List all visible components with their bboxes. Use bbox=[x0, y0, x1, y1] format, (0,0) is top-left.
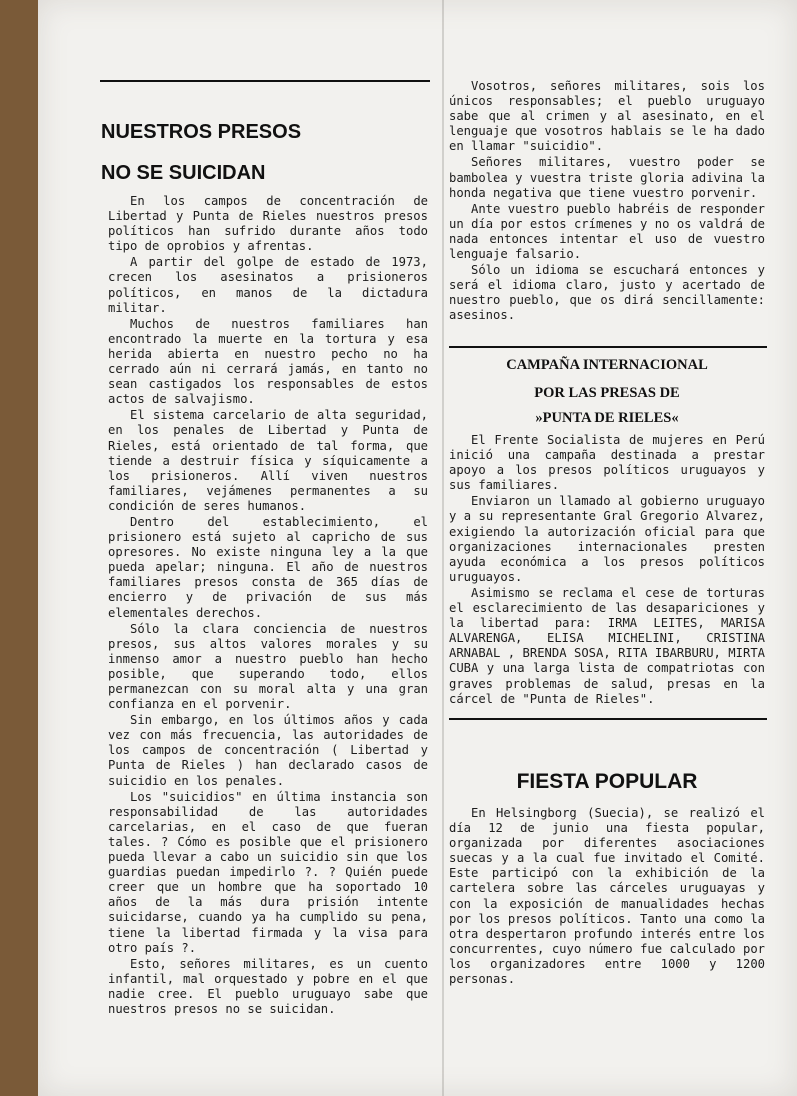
rule-above-fiesta bbox=[449, 718, 767, 720]
article1-title-line1: NUESTROS PRESOS bbox=[101, 121, 302, 143]
paragraph: Los "suicidios" en última instancia son responsabilidad de las autoridades carcelarias, en el caso de que fueran tales. ? Cómo es posible que el prisionero pueda llevar a cabo un suicidio sin que los guardias puedan impedirlo ?. ? Quién puede creer que un hombre que ha soportado 10 años de la más dura prisión intente suicidarse, cuando ya ha cumplido su pena, tiene la libertad firmada y la visa para otro país ?. bbox=[108, 789, 428, 955]
paragraph: Sólo la clara conciencia de nuestros presos, sus altos valores morales y su inmenso amor a nuestro pueblo han hecho posible, que superando todo, ellos permanezcan con su moral alta y una gran confianza en el porvenir. bbox=[108, 621, 428, 712]
paragraph: Esto, señores militares, es un cuento infantil, mal orquestado y pobre en el que nadie cree. El pueblo uruguayo sabe que nuestros presos no se suicidan. bbox=[108, 956, 428, 1016]
article3-title: FIESTA POPULAR bbox=[516, 770, 698, 793]
paragraph: Dentro del establecimiento, el prisionero está sujeto al capricho de sus opresores. No existe ninguna ley a la que pueda apelar; ninguna. El año de nuestros familiares presos consta de 365 días de encierro y de privación de sus más elementales derechos. bbox=[108, 514, 428, 620]
article1-title-line2: NO SE SUICIDAN bbox=[101, 162, 266, 184]
paragraph: Sin embargo, en los últimos años y cada vez con más frecuencia, las autoridades de los campos de concentración ( Libertad y Punta de Rieles ) han declarado casos de suicidio en los penales. bbox=[108, 713, 428, 788]
article2-title-line1: CAMPAÑA INTERNACIONAL bbox=[506, 357, 708, 373]
article2-body bbox=[449, 433, 765, 707]
paragraph: Muchos de nuestros familiares han encontrado la muerte en la tortura y esa herida abierta en nuestro pecho no ha cerrado aún ni cerrará jamás, en tanto no sean castigados los responsables de estos actos de salvajismo. bbox=[108, 316, 428, 407]
paragraph: Sólo un idioma se escuchará entonces y será el idioma claro, justo y acertado de nuestro pueblo, que os dirá sencillamente: asesinos. bbox=[449, 263, 765, 323]
paragraph: El Frente Socialista de mujeres en Perú inició una campaña destinada a prestar apoyo a los presos políticos uruguayos y sus familiares. bbox=[449, 433, 765, 493]
paragraph: Ante vuestro pueblo habréis de responder un día por estos crímenes y no os valdrá de nada entonces intentar el uso de vuestro lenguaje falsario. bbox=[449, 201, 765, 262]
paragraph: Enviaron un llamado al gobierno uruguayo y a su representante Gral Gregorio Alvarez, exigiendo la autorización oficial para que organizaciones internacionales presten ayuda económica a los presos políticos uruguayos. bbox=[449, 494, 765, 584]
rule-above-campaign bbox=[449, 346, 767, 348]
article1-continuation bbox=[449, 79, 765, 324]
article2-title-line2: POR LAS PRESAS DE bbox=[534, 385, 680, 401]
paragraph: Señores militares, vuestro poder se bambolea y vuestra triste gloria adivina la honda negativa que tiene vuestro porvenir. bbox=[449, 155, 765, 200]
page-fold bbox=[442, 0, 444, 1096]
paragraph: A partir del golpe de estado de 1973, crecen los asesinatos a prisioneros políticos, en manos de la dictadura militar. bbox=[108, 255, 428, 315]
article2-title-line3: »PUNTA DE RIELES« bbox=[535, 410, 679, 426]
paragraph: Vosotros, señores militares, sois los únicos responsables; el pueblo uruguayo sabe que al crimen y al asesinato, en el lenguaje que vosotros hablais se le ha dado en llamar "suicidio". bbox=[449, 79, 765, 154]
article3-body bbox=[449, 806, 765, 987]
paragraph: En los campos de concentración de Libertad y Punta de Rieles nuestros presos políticos han sufrido durante años todo tipo de oprobios y afrentas. bbox=[108, 194, 428, 254]
article1-body bbox=[108, 194, 428, 1017]
paragraph: En Helsingborg (Suecia), se realizó el día 12 de junio una fiesta popular, organizada por diferentes asociaciones suecas y a la cual fue invitado el Comité. Este participó con la exhibición de la cartelera sobre las cárceles uruguayas y con la exposición de manualidades hechas por los presos políticos. Tanto una como la otra despertaron profundo interés entre los concurrentes, cuyo número fue calculado por los organizadores entre 1000 y 1200 personas. bbox=[449, 806, 765, 987]
paragraph: Asimismo se reclama el cese de torturas el esclarecimiento de las desapariciones y la libertad para: IRMA LEITES, MARISA ALVARENGA, ELISA MICHELINI, CRISTINA ARNABAL , BRENDA SOSA, RITA IBARBURU, MIRTA CUBA y una larga lista de compatriotas con graves problemas de salud, presas en la cárcel de "Punta de Rieles". bbox=[449, 585, 765, 706]
top-rule-left bbox=[100, 80, 430, 82]
paragraph: El sistema carcelario de alta seguridad, en los penales de Libertad y Punta de Rieles, está orientado de tal forma, que tiende a destruir física y síquicamente a los prisioneros. Allí viven nuestros familiares, vejámenes permanentes a su condición de seres humanos. bbox=[108, 408, 428, 513]
